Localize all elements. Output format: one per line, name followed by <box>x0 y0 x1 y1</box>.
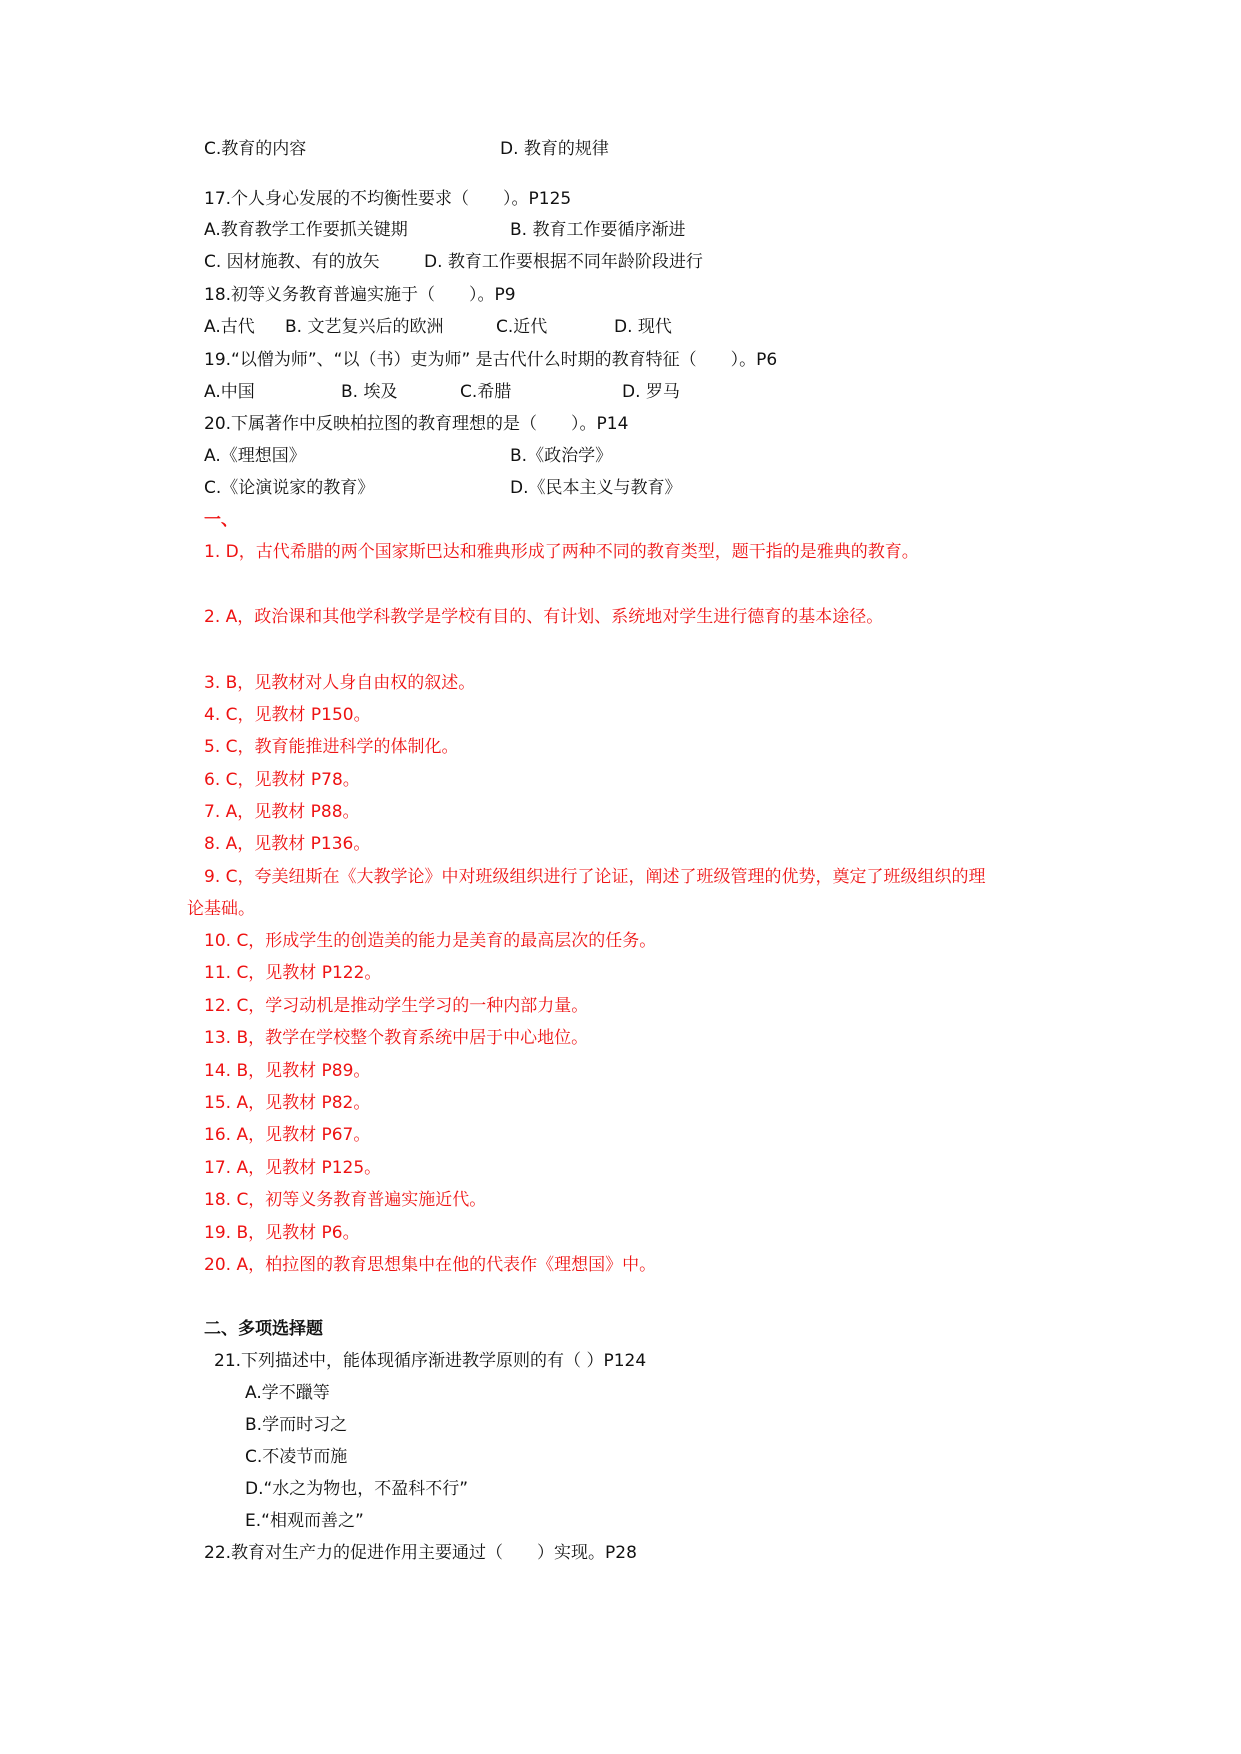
answer-item: 15. A，见教材 P82。 <box>204 1093 371 1113</box>
answer-item: 18. C，初等义务教育普遍实施近代。 <box>204 1190 487 1210</box>
q19-option-c: C.希腊 <box>460 382 512 402</box>
q22-stem: 22.教育对生产力的促进作用主要通过（ ）实现。P28 <box>204 1543 637 1563</box>
answer-item: 2. A，政治课和其他学科教学是学校有目的、有计划、系统地对学生进行德育的基本途径。 <box>204 607 884 627</box>
answer-item: 17. A，见教材 P125。 <box>204 1158 382 1178</box>
q18-option-a: A.古代 <box>204 317 255 337</box>
q21-option-b: B.学而时习之 <box>245 1415 348 1435</box>
q21-stem: 21.下列描述中，能体现循序渐进教学原则的有（ ）P124 <box>214 1351 647 1371</box>
answer-heading: 一、 <box>204 510 238 530</box>
q16-option-d: D. 教育的规律 <box>500 139 609 159</box>
q17-option-c: C. 因材施教、有的放矢 <box>204 252 380 272</box>
answer-item: 9. C，夸美纽斯在《大教学论》中对班级组织进行了论证，阐述了班级管理的优势，奠定了班级组织的理 <box>204 867 986 887</box>
answer-item: 4. C，见教材 P150。 <box>204 705 371 725</box>
answer-item: 19. B，见教材 P6。 <box>204 1223 360 1243</box>
q21-option-d: D.“水之为物也，不盈科不行” <box>245 1479 469 1499</box>
section2-heading: 二、多项选择题 <box>204 1319 323 1339</box>
answer-item: 20. A，柏拉图的教育思想集中在他的代表作《理想国》中。 <box>204 1255 657 1275</box>
q21-option-c: C.不凌节而施 <box>245 1447 348 1467</box>
answer-item: 14. B，见教材 P89。 <box>204 1061 371 1081</box>
q20-stem: 20.下属著作中反映柏拉图的教育理想的是（ ）。P14 <box>204 414 629 434</box>
q18-option-b: B. 文艺复兴后的欧洲 <box>285 317 444 337</box>
answer-item: 16. A，见教材 P67。 <box>204 1125 371 1145</box>
answer-item: 6. C，见教材 P78。 <box>204 770 360 790</box>
q19-option-b: B. 埃及 <box>341 382 398 402</box>
answer-item: 5. C，教育能推进科学的体制化。 <box>204 737 459 757</box>
q19-option-d: D. 罗马 <box>622 382 680 402</box>
answer-item: 7. A，见教材 P88。 <box>204 802 360 822</box>
answer-item: 8. A，见教材 P136。 <box>204 834 371 854</box>
q20-option-a: A.《理想国》 <box>204 446 306 466</box>
q21-option-a: A.学不躐等 <box>245 1383 330 1403</box>
q17-option-d: D. 教育工作要根据不同年龄阶段进行 <box>424 252 703 272</box>
q18-stem: 18.初等义务教育普遍实施于（ ）。P9 <box>204 285 516 305</box>
q16-option-c: C.教育的内容 <box>204 139 307 159</box>
answer-item-continued: 论基础。 <box>187 899 255 919</box>
q18-option-d: D. 现代 <box>614 317 672 337</box>
answer-item: 13. B，教学在学校整个教育系统中居于中心地位。 <box>204 1028 589 1048</box>
answer-item: 3. B，见教材对人身自由权的叙述。 <box>204 673 476 693</box>
answer-item: 12. C，学习动机是推动学生学习的一种内部力量。 <box>204 996 589 1016</box>
q19-option-a: A.中国 <box>204 382 255 402</box>
q20-option-b: B.《政治学》 <box>510 446 613 466</box>
answer-item: 1. D，古代希腊的两个国家斯巴达和雅典形成了两种不同的教育类型，题干指的是雅典的教育。 <box>204 542 919 562</box>
answer-item: 11. C，见教材 P122。 <box>204 963 382 983</box>
q17-option-b: B. 教育工作要循序渐进 <box>510 220 686 240</box>
q20-option-d: D.《民本主义与教育》 <box>510 478 682 498</box>
q19-stem: 19.“以僧为师”、“以（书）吏为师” 是古代什么时期的教育特征（ ）。P6 <box>204 350 778 370</box>
answer-item: 10. C，形成学生的创造美的能力是美育的最高层次的任务。 <box>204 931 657 951</box>
q20-option-c: C.《论演说家的教育》 <box>204 478 375 498</box>
q18-option-c: C.近代 <box>496 317 548 337</box>
q17-option-a: A.教育教学工作要抓关键期 <box>204 220 408 240</box>
q17-stem: 17.个人身心发展的不均衡性要求（ ）。P125 <box>204 189 572 209</box>
q21-option-e: E.“相观而善之” <box>245 1511 364 1531</box>
